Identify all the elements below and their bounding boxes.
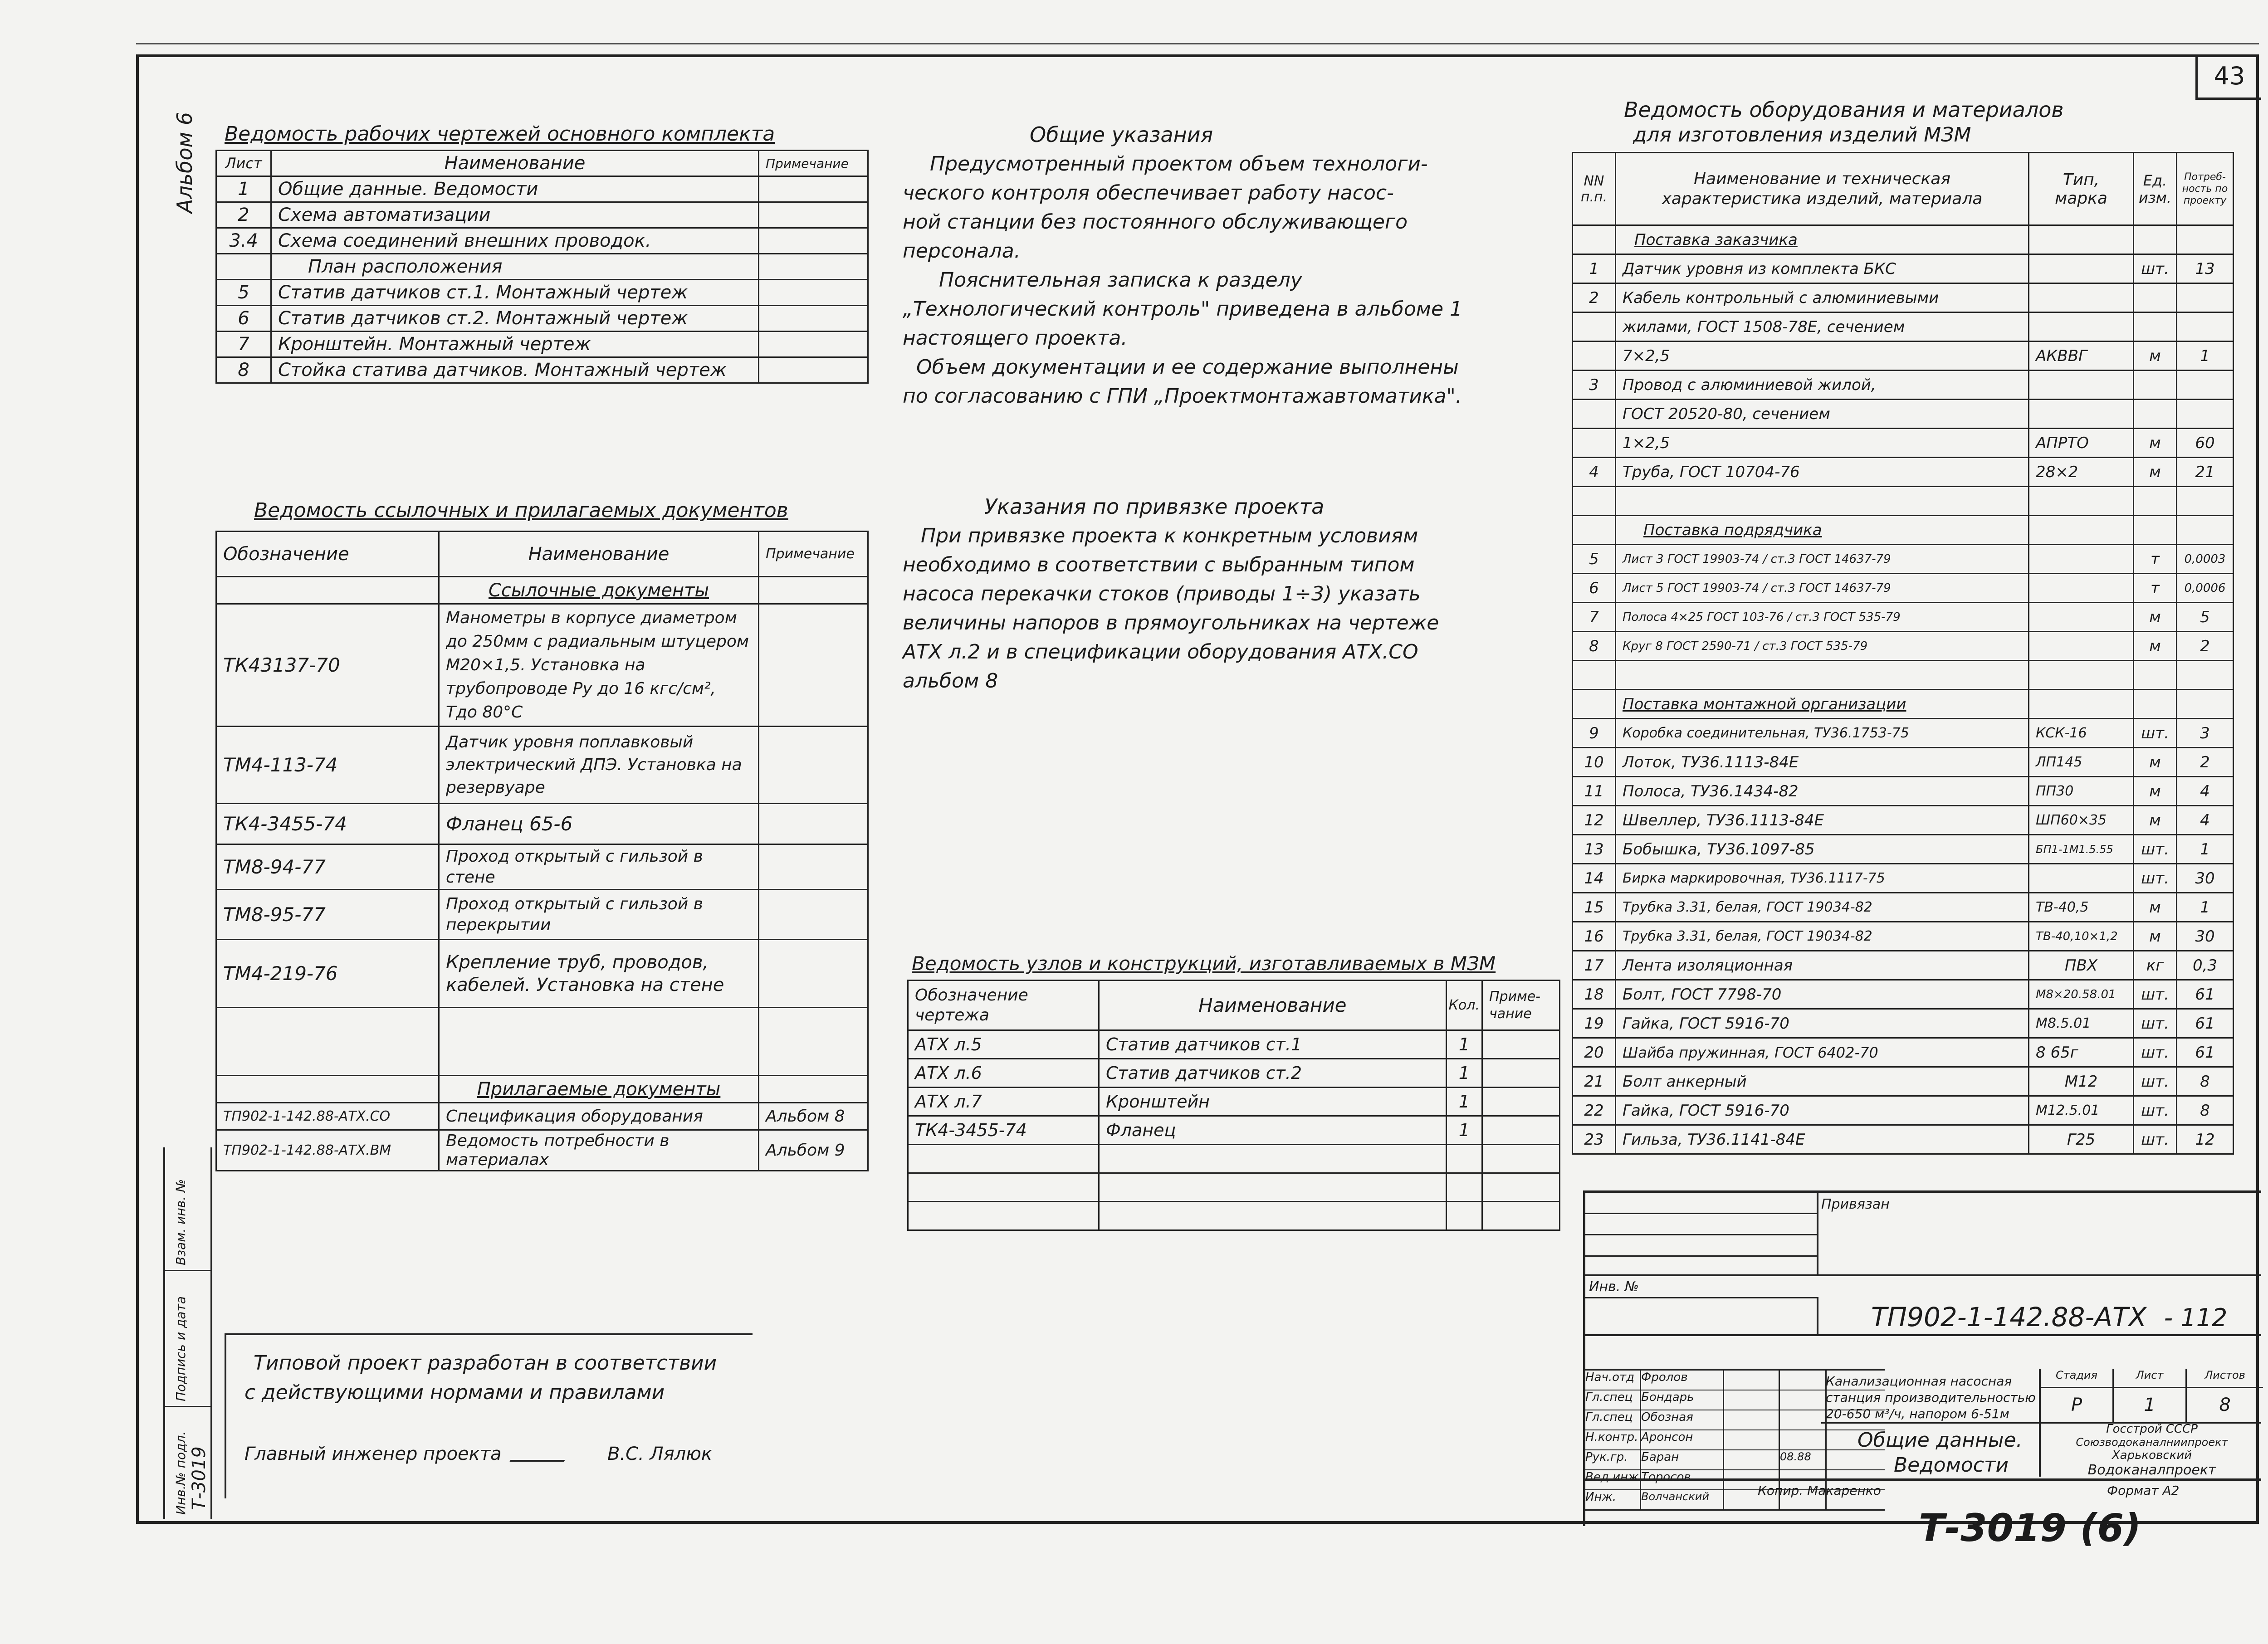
sheet-number: 43 — [2214, 62, 2245, 90]
table-row: ТМ4-219-76 Крепление труб, проводов, кабелей. Установка на стене — [216, 940, 868, 1008]
section-mounting: Поставка монтажной организации — [1616, 690, 2029, 719]
table-row: ТМ4-113-74 Датчик уровня поплавковый электрический ДПЭ. Установка на резервуаре — [216, 727, 868, 804]
table-row: 11 Полоса, ТУ36.1434-82 ПП30 м 4 — [1573, 777, 2234, 806]
section-customer: Поставка заказчика — [1616, 225, 2029, 254]
equipment-title1: Ведомость оборудования и материалов — [1624, 98, 2064, 122]
section-row — [216, 1076, 868, 1103]
table-row: 4 Труба, ГОСТ 10704-76 28×2 м 21 — [1573, 458, 2234, 487]
sign-label: Подпись и дата — [173, 1296, 188, 1401]
table-row: 7 Полоса 4×25 ГОСТ 103-76 / ст.3 ГОСТ 535-79 м 5 — [1573, 603, 2234, 632]
section-row — [216, 577, 868, 604]
header-name: Наименование — [439, 532, 759, 577]
inv-stamp-label: Инв. № — [1589, 1279, 1639, 1295]
table-row: 23 Гильза, ТУ36.1141-84Е Г25 шт. 12 — [1573, 1125, 2234, 1154]
table-row: 9 Коробка соединительная, ТУ36.1753-75 КСК-16 шт. 3 — [1573, 719, 2234, 748]
table-header-row — [216, 151, 868, 176]
sheet-number-box — [2195, 54, 2261, 100]
footer-code: Т-3019 (6) — [1919, 1506, 2141, 1550]
table-row: 15 Трубка 3.31, белая, ГОСТ 19034-82 ТВ-40,5 м 1 — [1573, 893, 2234, 922]
general-title: Общие указания — [1030, 122, 1213, 147]
signature — [509, 1437, 578, 1462]
table-header-row — [216, 532, 868, 577]
reference-docs-table — [215, 531, 869, 1171]
nodes-title: Ведомость узлов и конструкций, изготавливаемых в МЗМ — [912, 952, 1496, 975]
empty-row — [216, 1008, 868, 1076]
working-drawings-title: Ведомость рабочих чертежей основного комплекта — [225, 122, 775, 146]
table-row: ТМ8-95-77 Проход открытый с гильзой в перекрытии — [216, 890, 868, 940]
table-row: 7 Кронштейн. Монтажный чертеж — [216, 332, 868, 357]
table-row: 5 Статив датчиков ст.1. Монтажный чертеж — [216, 280, 868, 306]
table-row: АТХ л.6 Статив датчиков ст.2 1 — [908, 1059, 1560, 1088]
header-code: Обозначение — [216, 532, 439, 577]
reference-docs-title: Ведомость ссылочных и прилагаемых документов — [254, 499, 788, 522]
table-row: ГОСТ 20520-80, сечением — [1573, 400, 2234, 429]
table-row: 13 Бобышка, ТУ36.1097-85 БП1-1М1.5.55 шт. 1 — [1573, 835, 2234, 864]
section-att: Прилагаемые документы — [439, 1076, 759, 1103]
table-row: АТХ л.7 Кронштейн 1 — [908, 1088, 1560, 1116]
table-row: 3 Провод с алюминиевой жилой, — [1573, 371, 2234, 400]
table-row: 16 Трубка 3.31, белая, ГОСТ 19034-82 ТВ-40,10×1,2 м 30 — [1573, 922, 2234, 951]
header-name: Наименование — [271, 151, 759, 176]
table-row: ТК43137-70 Манометры в корпусе диаметром до 250мм с радиальным штуцером М20×1,5. Установка на трубопроводе Ру до 16 кгс/см², Тдо 80°С — [216, 604, 868, 727]
table-row: 10 Лоток, ТУ36.1113-84Е ЛП145 м 2 — [1573, 748, 2234, 777]
empty-row — [908, 1173, 1560, 1202]
table-row: 6 Лист 5 ГОСТ 19903-74 / ст.3 ГОСТ 14637-79 т 0,0006 — [1573, 574, 2234, 603]
binding-title: Указания по привязке проекта — [984, 494, 1325, 519]
header-num: NN п.п. — [1573, 153, 1616, 225]
table-row: 2 Схема автоматизации — [216, 202, 868, 228]
album-label: Альбом 6 — [172, 112, 197, 213]
typical-note-line2: с действующими нормами и правилами — [244, 1381, 665, 1404]
sheet-title1: Общие данные. — [1857, 1429, 2023, 1452]
working-drawings-table — [215, 150, 869, 384]
header-note: Примечание — [759, 151, 868, 176]
top-trim-line — [136, 43, 2259, 44]
header-qty: Кол. — [1446, 981, 1482, 1030]
section-contractor: Поставка подрядчика — [1616, 516, 2029, 545]
table-row: 1×2,5 АПРТО м 60 — [1573, 429, 2234, 458]
table-row: ТК4-3455-74 Фланец 1 — [908, 1116, 1560, 1145]
table-header-row — [1573, 153, 2234, 225]
section-row — [1573, 516, 2234, 545]
equipment-table — [1572, 152, 2234, 1155]
table-row: ТК4-3455-74 Фланец 65-6 — [216, 804, 868, 844]
table-row: 3.4 Схема соединений внешних проводок. — [216, 228, 868, 254]
table-row: 14 Бирка маркировочная, ТУ36.1117-75 шт. 30 — [1573, 864, 2234, 893]
table-row: 21 Болт анкерный М12 шт. 8 — [1573, 1067, 2234, 1096]
general-text: Предусмотренный проектом объем технологи- ческого контроля обеспечивает работу насос- ной станции без постоянного обслуживающего персонала. Пояснительная записка к разделу „Технологический контроль" приведена в альбоме 1 настоящего проекта. Объем документации и ее содержание выполнены по согласованию с ГПИ „Проектмонтажавтоматика". — [903, 152, 1462, 408]
chief-engineer-name: В.С. Лялюк — [607, 1444, 713, 1464]
header-code: Обозначение чертежа — [908, 981, 1099, 1030]
sheets: 8 — [2219, 1395, 2231, 1415]
table-row: 1 Датчик уровня из комплекта БКС шт. 13 — [1573, 254, 2234, 283]
chief-engineer-label: Главный инженер проекта — [244, 1444, 502, 1464]
typical-note-line1: Типовой проект разработан в соответствии — [254, 1351, 717, 1375]
header-sheet: Лист — [216, 151, 271, 176]
table-row: 1 Общие данные. Ведомости — [216, 176, 868, 202]
header-type: Тип, марка — [2029, 153, 2134, 225]
stamp-date: 08.88 — [1780, 1450, 1827, 1469]
header-note: Приме-чание — [1482, 981, 1560, 1030]
table-row: жилами, ГОСТ 1508-78Е, сечением — [1573, 312, 2234, 341]
project-title: Канализационная насосная станция производительностью 20-650 м³/ч, напором 6-51м — [1826, 1374, 2036, 1421]
replace-label: Взам. инв. № — [173, 1179, 188, 1265]
table-row: План расположения — [216, 254, 868, 280]
table-row: 8 Стойка статива датчиков. Монтажный чертеж — [216, 357, 868, 383]
inv-value: Т-3019 — [189, 1446, 210, 1510]
header-qty: Потреб-ность по проекту — [2177, 153, 2234, 225]
signatures-grid: Нач.отд Фролов Гл.спец Бондарь Гл.спец Обозная Н.контр. Аронсон Рук.гр. Баран 08.88 Вед.инж Торосов Инж. Волчанский — [1585, 1369, 1885, 1511]
table-row: 22 Гайка, ГОСТ 5916-70 М12.5.01 шт. 8 — [1573, 1096, 2234, 1125]
empty-row — [908, 1202, 1560, 1230]
section-row — [1573, 690, 2234, 719]
typical-note-box — [225, 1333, 753, 1498]
table-row: 19 Гайка, ГОСТ 5916-70 М8.5.01 шт. 61 — [1573, 1009, 2234, 1038]
empty-row — [1573, 487, 2234, 516]
format: Формат А2 — [2107, 1483, 2180, 1498]
sheet: 1 — [2114, 1388, 2187, 1422]
nodes-table — [907, 980, 1560, 1231]
table-row: 2 Кабель контрольный с алюминиевыми — [1573, 283, 2234, 312]
binding-text: При привязке проекта к конкретным условиям необходимо в соответствии с выбранным типом насоса перекачки стоков (приводы 1÷3) указать величины напоров в прямоугольниках на чертеже АТХ л.2 и в спецификации оборудования АТХ.СО альбом 8 — [903, 524, 1439, 693]
table-row: 12 Швеллер, ТУ36.1113-84Е ШП60×35 м 4 — [1573, 806, 2234, 835]
table-row: ТП902-1-142.88-АТХ.ВМ Ведомость потребности в материалах Альбом 9 — [216, 1130, 868, 1171]
table-row: АТХ л.5 Статив датчиков ст.1 1 — [908, 1030, 1560, 1059]
table-row: ТМ8-94-77 Проход открытый с гильзой в стене — [216, 844, 868, 890]
left-binding-strip — [163, 1147, 212, 1519]
document-code: ТП902-1-142.88-АТХ - 112 — [1871, 1302, 2228, 1332]
table-row: 8 Круг 8 ГОСТ 2590-71 / ст.3 ГОСТ 535-79 м 2 — [1573, 632, 2234, 661]
table-row: 18 Болт, ГОСТ 7798-70 М8×20.58.01 шт. 61 — [1573, 980, 2234, 1009]
table-header-row — [908, 981, 1560, 1030]
table-row: 6 Статив датчиков ст.2. Монтажный чертеж — [216, 306, 868, 332]
header-unit: Ед. изм. — [2134, 153, 2177, 225]
inv-label: Инв.№ подл. — [173, 1431, 188, 1515]
section-ref: Ссылочные документы — [439, 577, 759, 604]
table-row: 5 Лист 3 ГОСТ 19903-74 / ст.3 ГОСТ 14637-79 т 0,0003 — [1573, 545, 2234, 574]
equipment-title2: для изготовления изделий МЗМ — [1633, 123, 1971, 146]
copied-by: Копир. Макаренко — [1758, 1483, 1881, 1498]
bound-label: Привязан — [1821, 1196, 1890, 1212]
table-row: ТП902-1-142.88-АТХ.СО Спецификация оборудования Альбом 8 — [216, 1103, 868, 1130]
section-row — [1573, 225, 2234, 254]
title-block: Привязан Инв. № ТП902-1-142.88-АТХ - 112 Нач.отд Фролов Гл.спец Бондарь Гл.спец Обозная Н.контр. Аронсон Рук.гр. Баран 08.88 Вед.инж Торосов Инж. Волчанский Канализационная насосная станция производительностью 20-650 м³/ч, напором 6-51м Стадия Лист Листов Р 1 8 Общие данные. Ведомости Госстрой СССР Союзводоканалниипроект Харьковский Водоканалпроект Копир. Макаренко Формат А2 — [1583, 1190, 2261, 1526]
header-note: Примечание — [759, 532, 868, 577]
sheet-title2: Ведомости — [1894, 1454, 2009, 1477]
empty-row — [908, 1145, 1560, 1173]
empty-row — [1573, 661, 2234, 690]
table-row: 7×2,5 АКВВГ м 1 — [1573, 341, 2234, 371]
table-row: 17 Лента изоляционная ПВХ кг 0,3 — [1573, 951, 2234, 980]
table-row: 20 Шайба пружинная, ГОСТ 6402-70 8 65г шт. 61 — [1573, 1038, 2234, 1067]
header-name: Наименование и техническая характеристика изделий, материала — [1616, 153, 2029, 225]
header-name: Наименование — [1099, 981, 1447, 1030]
stage: Р — [2041, 1388, 2114, 1422]
